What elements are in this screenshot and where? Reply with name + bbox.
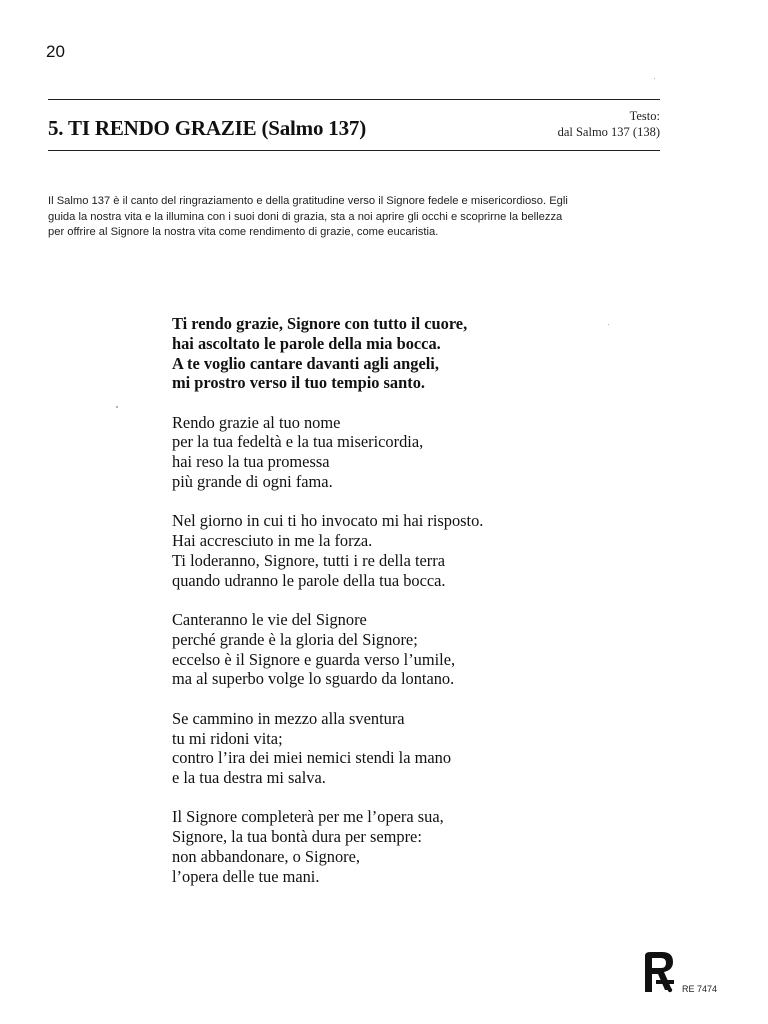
scan-speck xyxy=(116,406,118,408)
text-source-value: dal Salmo 137 (138) xyxy=(557,125,660,139)
poem-line: per la tua fedeltà e la tua misericordia, xyxy=(172,432,424,452)
text-source xyxy=(558,108,660,140)
song-title: 5. TI RENDO GRAZIE (Salmo 137) xyxy=(48,116,366,140)
poem-line: A te voglio cantare davanti agli angeli, xyxy=(172,353,439,373)
poem-line: Ti loderanno, Signore, tutti i re della terra xyxy=(172,550,445,570)
poem-line: più grande di ogni fama. xyxy=(172,472,333,492)
poem-line: quando udranno le parole della tua bocca. xyxy=(172,570,446,590)
intro-line: per offrire al Signore la nostra vita come rendimento di grazie, come eucaristia. xyxy=(48,226,439,238)
header-bottom-rule xyxy=(48,150,660,151)
publisher-logo-icon xyxy=(642,950,676,994)
intro-paragraph xyxy=(48,194,668,241)
scan-speck xyxy=(654,78,655,79)
poem-line: hai ascoltato le parole della mia bocca. xyxy=(172,333,441,353)
poem-line: contro l’ira dei miei nemici stendi la mano xyxy=(172,748,452,768)
poem-line: perché grande è la gloria del Signore; xyxy=(172,629,418,649)
poem-line: Se cammino in mezzo alla sventura xyxy=(172,708,405,728)
poem-line: ma al superbo volge lo sguardo da lontano. xyxy=(172,669,455,689)
intro-line: guida la nostra vita e la illumina con i suoi doni di grazia, sta a noi aprire gli occhi e scoprirne la bellezza xyxy=(48,210,563,223)
scan-speck xyxy=(608,324,609,325)
poem-line: Hai accresciuto in me la forza. xyxy=(172,531,373,551)
poem-line: Ti rendo grazie, Signore con tutto il cuore, xyxy=(172,314,468,333)
catalog-code: RE 7474 xyxy=(682,984,718,994)
text-source-label: Testo: xyxy=(629,109,660,123)
stanza xyxy=(172,709,612,788)
logo-stripe xyxy=(656,980,674,984)
stanza xyxy=(172,807,612,886)
stanza xyxy=(172,413,612,492)
logo-dot xyxy=(668,988,672,992)
poem-line: mi prostro verso il tuo tempio santo. xyxy=(172,373,425,393)
poem-line: Nel giorno in cui ti ho invocato mi hai risposto. xyxy=(172,511,484,531)
poem-line: l’opera delle tue mani. xyxy=(172,866,320,886)
page-number: 20 xyxy=(46,42,65,61)
header-top-rule xyxy=(48,99,660,100)
intro-line: Il Salmo 137 è il canto del ringraziamento e della gratitudine verso il Signore fedele e misericordioso. Egli xyxy=(48,195,568,207)
poem-line: Canteranno le vie del Signore xyxy=(172,610,367,630)
stanza xyxy=(172,610,612,689)
poem-line: tu mi ridoni vita; xyxy=(172,728,283,748)
poem-line: e la tua destra mi salva. xyxy=(172,768,326,788)
poem-line: hai reso la tua promessa xyxy=(172,452,330,472)
poem xyxy=(172,314,612,906)
stanza-refrain xyxy=(172,314,612,393)
stanza xyxy=(172,511,612,590)
poem-line: non abbandonare, o Signore, xyxy=(172,847,360,867)
poem-line: Il Signore completerà per me l’opera sua, xyxy=(172,807,444,827)
poem-line: Signore, la tua bontà dura per sempre: xyxy=(172,827,422,847)
poem-line: Rendo grazie al tuo nome xyxy=(172,412,341,432)
poem-line: eccelso è il Signore e guarda verso l’umile, xyxy=(172,649,456,669)
